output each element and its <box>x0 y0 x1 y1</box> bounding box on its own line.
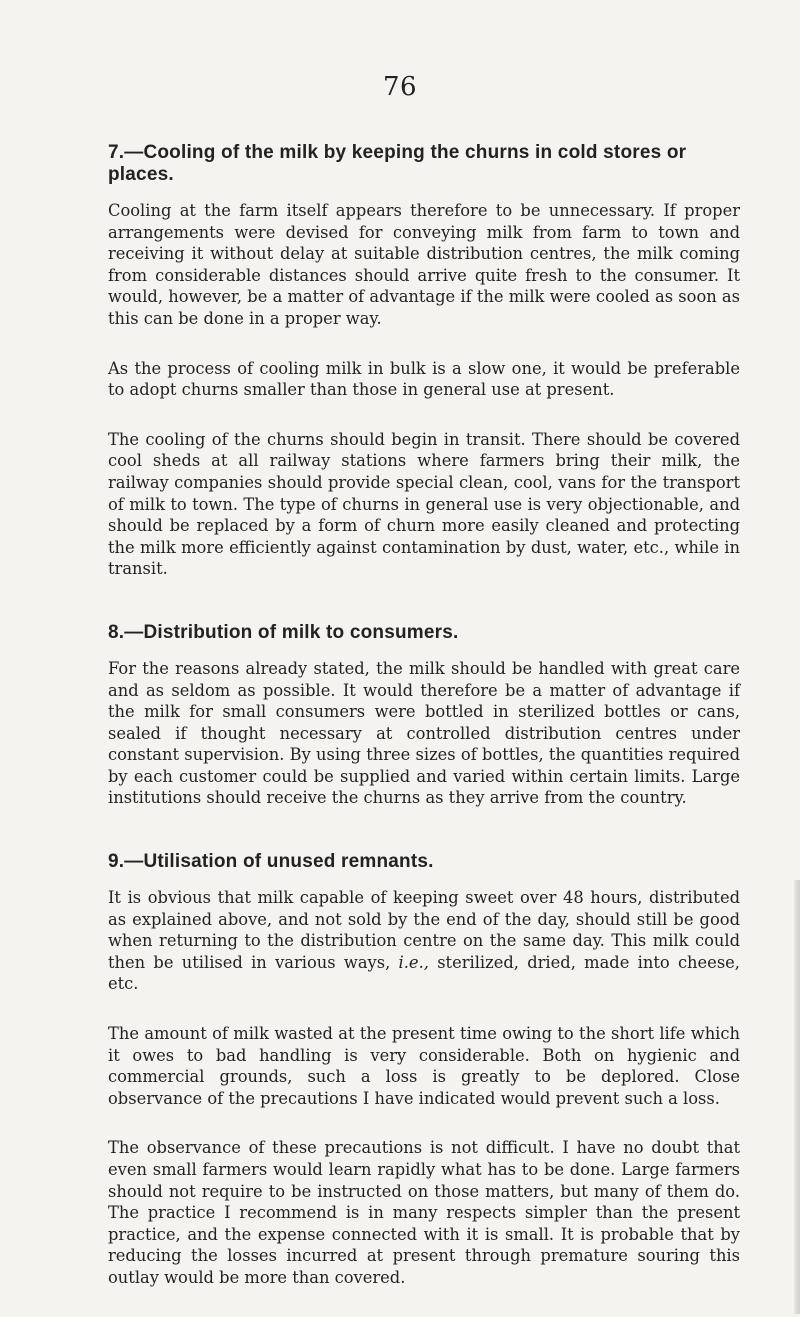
section-8-paragraph-1: For the reasons already stated, the milk should be handled with great care and as seldom as possible. It would therefore be a matter of advantage if the milk for small consumers were bottled in sterilized bottles or cans, sealed if thought necessary at controlled distribution centres under constant supervision. By using three sizes of bottles, the quantities required by each customer could be supplied and varied within certain limits. Large institutions should receive the churns as they arrive from the country. <box>108 658 740 808</box>
section-9-paragraph-1-part-b: sterilized, dried, made into cheese, etc. <box>108 952 740 994</box>
section-9-paragraph-3: The observance of these precautions is not difficult. I have no doubt that even small farmers would learn rapidly what has to be done. Large farmers should not require to be instructed on those matters, but many of them do. The practice I recommend is in many respects simpler than the present practice, and the expense connected with it is small. It is probable that by reducing the losses incurred at present through premature souring this outlay would be more than covered. <box>108 1138 740 1287</box>
section-9-heading: 9.—Utilisation of unused remnants. <box>108 851 434 873</box>
section-7-paragraph-2: As the process of cooling milk in bulk is a slow one, it would be preferable to adopt churns smaller than those in general use at present. <box>108 358 740 400</box>
section-9-paragraph-1-ie: i.e., <box>398 952 429 972</box>
section-9-paragraph-1 <box>108 887 740 995</box>
section-9-paragraph-2: The amount of milk wasted at the present time owing to the short life which it owes to bad handling is very considerable. Both on hygienic and commercial grounds, such a loss is greatly to be deplored. Close observance of the precautions I have indicated would prevent such a loss. <box>108 1024 740 1108</box>
section-9-paragraph-1-part-a: It is obvious that milk capable of keeping sweet over 48 hours, distributed as explained above, and not sold by the end of the day, should still be good when returning to the distribution centre on the same day. This milk could then be utilised in various ways, <box>108 888 740 972</box>
section-7-paragraph-1: Cooling at the farm itself appears therefore to be unnecessary. If proper arrangements were devised for conveying milk from farm to town and receiving it without delay at suitable distribution centres, the milk coming from considerable distances should arrive quite fresh to the consumer. It would, however, be a matter of advantage if the milk were cooled as soon as this can be done in a proper way. <box>108 201 740 328</box>
page-number: 76 <box>382 72 418 102</box>
page-body <box>108 142 740 1317</box>
section-8-heading: 8.—Distribution of milk to consumers. <box>108 621 459 643</box>
page-edge-shadow <box>794 880 800 1314</box>
section-7-paragraph-3: The cooling of the churns should begin in transit. There should be covered cool sheds at all railway stations where farmers bring their milk, the railway companies should provide special clean, cool, vans for the transport of milk to town. The type of churns in general use is very objectionable, and should be replaced by a form of churn more easily cleaned and protecting the milk more efficiently against contamination by dust, water, etc., while in transit. <box>108 429 740 579</box>
section-7-heading: 7.—Cooling of the milk by keeping the churns in cold stores or places. <box>108 142 687 185</box>
